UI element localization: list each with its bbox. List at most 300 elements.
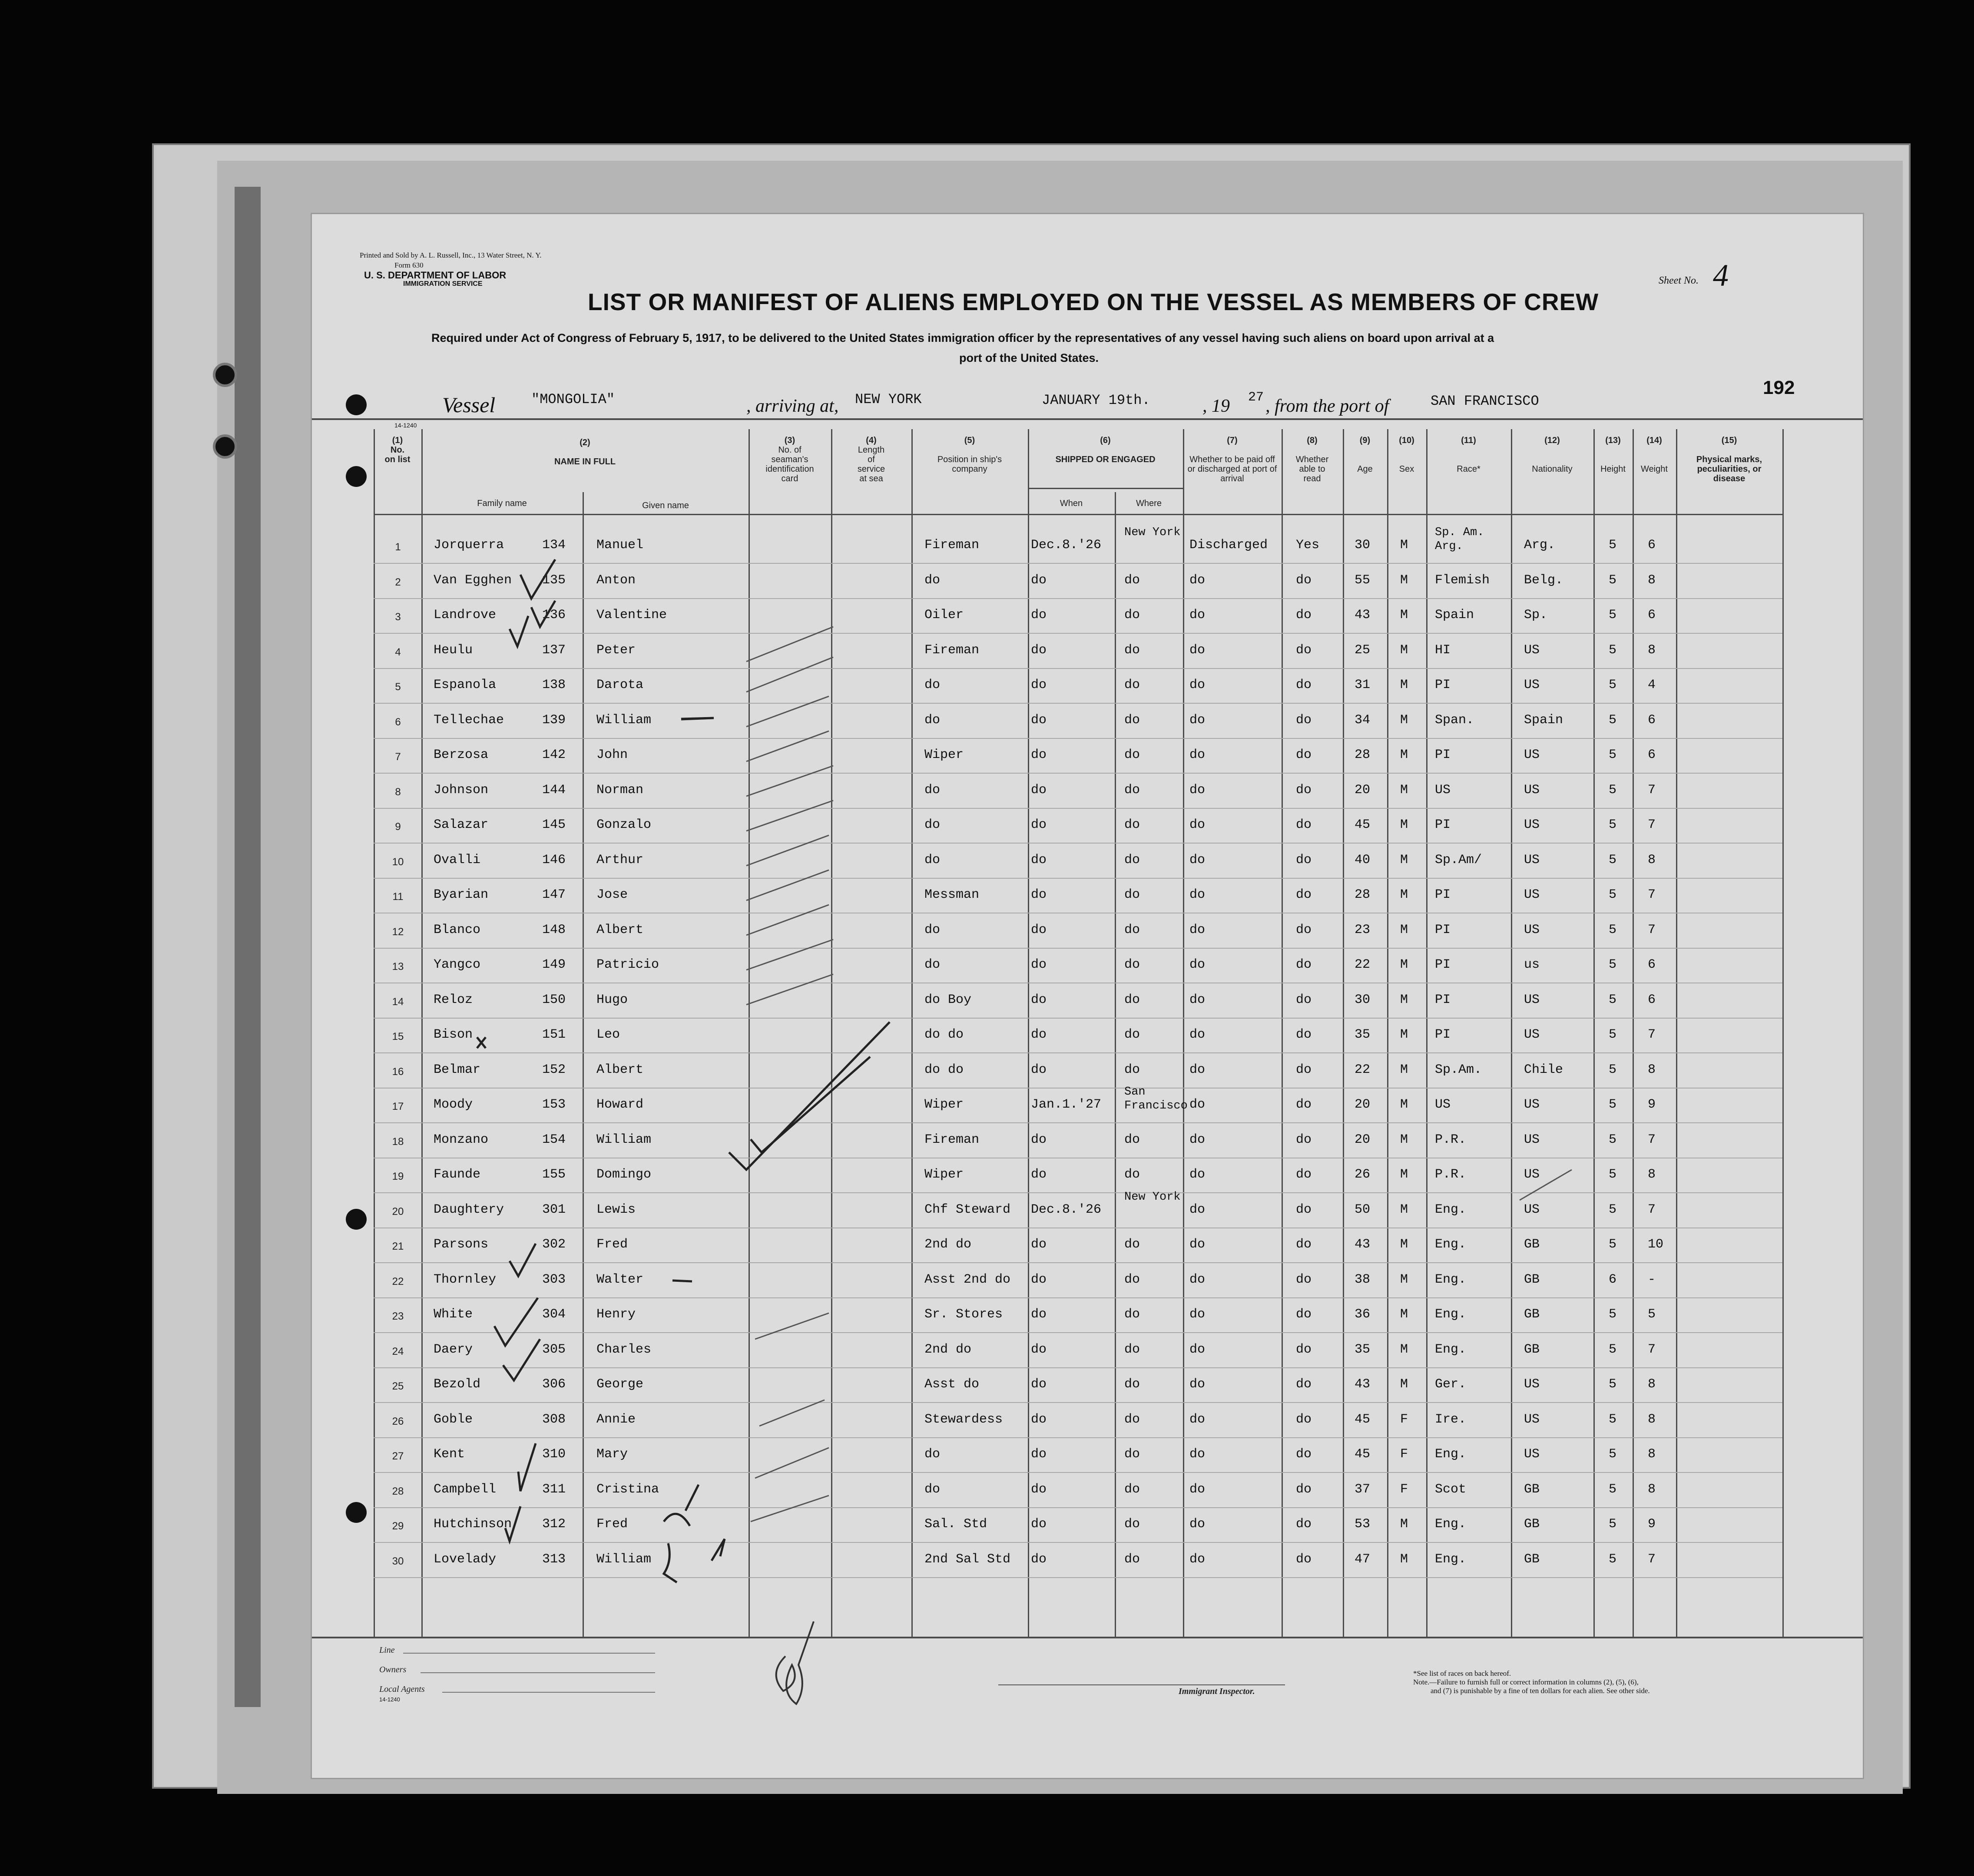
row-number: 15 xyxy=(392,1031,404,1042)
sex: F xyxy=(1400,1412,1408,1427)
family-name: White xyxy=(434,1307,473,1322)
nationality: US xyxy=(1524,782,1540,797)
position: do xyxy=(924,572,941,588)
nationality: US xyxy=(1524,992,1540,1007)
given-name: William xyxy=(596,1132,652,1147)
given-name: William xyxy=(596,712,652,728)
shipped-where: do xyxy=(1124,1027,1140,1042)
shipped-when: do xyxy=(1031,1132,1047,1147)
col3-header: No. of seaman's identification card xyxy=(765,445,814,483)
paid-off: do xyxy=(1189,1202,1206,1217)
able-to-read: do xyxy=(1296,1307,1312,1322)
list-id: 142 xyxy=(542,748,566,762)
height: 5 xyxy=(1609,1482,1617,1497)
col8-header: Whether able to read xyxy=(1295,455,1329,483)
given-name: Cristina xyxy=(596,1482,659,1497)
able-to-read: do xyxy=(1296,992,1312,1007)
height: 5 xyxy=(1609,678,1617,692)
sex: M xyxy=(1400,887,1408,902)
able-to-read: do xyxy=(1296,782,1312,797)
height: 5 xyxy=(1609,1167,1617,1182)
position: do xyxy=(924,712,941,728)
age: 37 xyxy=(1355,1482,1371,1497)
position: do xyxy=(924,922,941,937)
nationality: GB xyxy=(1524,1552,1540,1567)
check-mark-icon xyxy=(477,559,890,1582)
family-name: Moody xyxy=(434,1097,473,1112)
row-number: 18 xyxy=(392,1135,404,1148)
paid-off: do xyxy=(1189,712,1206,728)
shipped-where: do xyxy=(1124,1167,1140,1182)
position: do xyxy=(924,1447,941,1462)
row-number: 11 xyxy=(392,891,404,903)
weight: 5 xyxy=(1648,1307,1656,1322)
col12-num: (12) xyxy=(1544,436,1560,445)
given-name: Albert xyxy=(596,1062,644,1077)
position: Stewardess xyxy=(924,1412,1003,1427)
paid-off: do xyxy=(1189,1517,1206,1532)
height: 5 xyxy=(1609,957,1617,972)
shipped-when: do xyxy=(1031,1272,1047,1287)
able-to-read: do xyxy=(1296,712,1312,728)
sheet-edge xyxy=(235,187,261,1707)
age: 28 xyxy=(1355,748,1371,762)
shipped-where: do xyxy=(1124,887,1140,902)
race: Eng. xyxy=(1435,1552,1467,1567)
row-number: 28 xyxy=(392,1485,404,1497)
nationality: US xyxy=(1524,1377,1540,1392)
sheet-label: Sheet No. xyxy=(1659,275,1699,286)
list-id: 137 xyxy=(542,642,566,658)
shipped-when: do xyxy=(1031,642,1047,658)
row-number: 12 xyxy=(392,926,404,938)
weight: - xyxy=(1648,1272,1656,1287)
able-to-read: do xyxy=(1296,1202,1312,1217)
race: Sp.Am. xyxy=(1435,1062,1482,1077)
col15-num: (15) xyxy=(1721,436,1737,445)
able-to-read: do xyxy=(1296,678,1312,692)
race: Eng. xyxy=(1435,1517,1467,1532)
weight: 7 xyxy=(1648,817,1656,832)
family-name: Hutchinson xyxy=(434,1517,512,1532)
list-id: 135 xyxy=(542,572,566,588)
list-id: 154 xyxy=(542,1132,566,1147)
able-to-read: do xyxy=(1296,957,1312,972)
col9-num: (9) xyxy=(1359,436,1371,445)
paid-off: do xyxy=(1189,1482,1206,1497)
shipped-where: do xyxy=(1124,1552,1140,1567)
col9-header: Age xyxy=(1357,464,1373,474)
shipped-where: do xyxy=(1124,1517,1140,1532)
nationality: US xyxy=(1524,852,1540,867)
form-number: Form 630 xyxy=(394,261,424,269)
row-number: 4 xyxy=(395,646,401,658)
shipped-where: do xyxy=(1124,1132,1140,1147)
row-number: 29 xyxy=(392,1520,404,1532)
sex: M xyxy=(1400,748,1408,762)
shipped-where: do xyxy=(1124,1307,1140,1322)
sex: M xyxy=(1400,642,1408,658)
family-name: Heulu xyxy=(434,642,473,658)
height: 5 xyxy=(1609,1342,1617,1357)
sex: M xyxy=(1400,712,1408,728)
row-number: 27 xyxy=(392,1450,404,1462)
sex: M xyxy=(1400,1342,1408,1357)
arrival-date: JANUARY 19th. xyxy=(1042,392,1150,408)
age: 35 xyxy=(1355,1342,1371,1357)
footer-line-rule xyxy=(403,1653,655,1654)
able-to-read: do xyxy=(1296,1097,1312,1112)
note-fine-1: Note.—Failure to furnish full or correct information in columns (2), (5), (6), xyxy=(1413,1678,1639,1686)
able-to-read: do xyxy=(1296,1237,1312,1252)
list-id: 144 xyxy=(542,782,566,797)
col15-header: Physical marks, peculiarities, or disease xyxy=(1696,455,1762,483)
shipped-when: do xyxy=(1031,1552,1047,1567)
race: PI xyxy=(1435,957,1451,972)
inspector-rule xyxy=(998,1684,1285,1685)
list-id: 134 xyxy=(542,538,566,553)
given-name: William xyxy=(596,1552,652,1567)
position: 2nd Sal Std xyxy=(924,1552,1011,1567)
family-name: Daughtery xyxy=(434,1202,504,1217)
list-id: 308 xyxy=(542,1412,566,1427)
race: Eng. xyxy=(1435,1202,1467,1217)
shipped-when: Dec.8.'26 xyxy=(1031,1202,1102,1217)
list-id: 150 xyxy=(542,992,566,1007)
race: Eng. xyxy=(1435,1447,1467,1462)
vessel-label: Vessel xyxy=(442,393,496,417)
weight: 6 xyxy=(1648,712,1656,728)
shipped-when: do xyxy=(1031,1307,1047,1322)
paid-off: do xyxy=(1189,782,1206,797)
able-to-read: do xyxy=(1296,1552,1312,1567)
shipped-where: do xyxy=(1124,1412,1140,1427)
position: Wiper xyxy=(924,748,964,762)
list-id: 148 xyxy=(542,922,566,937)
list-id: 302 xyxy=(542,1237,566,1252)
list-id: 301 xyxy=(542,1202,566,1217)
given-name: Valentine xyxy=(596,608,667,622)
race: P.R. xyxy=(1435,1167,1467,1182)
race: Eng. xyxy=(1435,1307,1467,1322)
family-name: Parsons xyxy=(434,1237,489,1252)
shipped-when: do xyxy=(1031,1377,1047,1392)
nationality: us xyxy=(1524,957,1540,972)
age: 20 xyxy=(1355,1132,1371,1147)
col10-num: (10) xyxy=(1399,436,1414,445)
nationality: US xyxy=(1524,1132,1540,1147)
height: 5 xyxy=(1609,817,1617,832)
page-number: 192 xyxy=(1763,377,1795,398)
paid-off: do xyxy=(1189,642,1206,658)
weight: 7 xyxy=(1648,1202,1656,1217)
height: 5 xyxy=(1609,748,1617,762)
height: 5 xyxy=(1609,1237,1617,1252)
list-id: 311 xyxy=(542,1482,566,1497)
weight: 8 xyxy=(1648,852,1656,867)
shipped-when: do xyxy=(1031,1412,1047,1427)
able-to-read: do xyxy=(1296,1132,1312,1147)
list-id: 151 xyxy=(542,1027,566,1042)
sex: M xyxy=(1400,1062,1408,1077)
row-number: 6 xyxy=(395,716,401,728)
dash-mark-icon xyxy=(672,718,714,1281)
age: 35 xyxy=(1355,1027,1371,1042)
row-number: 17 xyxy=(392,1101,404,1112)
family-name: Landrove xyxy=(434,608,497,622)
sex: M xyxy=(1400,678,1408,692)
shipped-when: do xyxy=(1031,782,1047,797)
height: 5 xyxy=(1609,712,1617,728)
age: 45 xyxy=(1355,1447,1371,1462)
shipped-where: do xyxy=(1124,678,1140,692)
given-name: Charles xyxy=(596,1342,652,1357)
footer-line-label: Line xyxy=(379,1645,395,1655)
able-to-read: do xyxy=(1296,572,1312,588)
list-id: 155 xyxy=(542,1167,566,1182)
shipped-where: do xyxy=(1124,712,1140,728)
position: do do xyxy=(924,1062,964,1077)
nationality: US xyxy=(1524,817,1540,832)
family-name: Berzosa xyxy=(434,748,489,762)
col7-header: Whether to be paid off or discharged at port of arrival xyxy=(1187,455,1277,483)
position: Wiper xyxy=(924,1167,964,1182)
paid-off: do xyxy=(1189,608,1206,622)
row-number: 13 xyxy=(392,961,404,973)
sex: F xyxy=(1400,1482,1408,1497)
weight: 10 xyxy=(1648,1237,1664,1252)
year-label: , 19 xyxy=(1202,396,1230,416)
race: HI xyxy=(1435,642,1451,658)
shipped-when: do xyxy=(1031,887,1047,902)
family-name: Monzano xyxy=(434,1132,489,1147)
weight: 8 xyxy=(1648,642,1656,658)
col2b-header: Given name xyxy=(642,501,689,510)
race: PI xyxy=(1435,1027,1451,1042)
given-name: Annie xyxy=(596,1412,636,1427)
family-name: Espanola xyxy=(434,678,497,692)
col8-num: (8) xyxy=(1307,436,1318,445)
row-number: 20 xyxy=(392,1205,404,1218)
paid-off: do xyxy=(1189,1447,1206,1462)
note-races: *See list of races on back hereof. xyxy=(1413,1669,1511,1677)
height: 5 xyxy=(1609,642,1617,658)
age: 30 xyxy=(1355,538,1371,553)
col6a-header: When xyxy=(1060,499,1083,508)
col2a-header: Family name xyxy=(477,499,527,508)
row-number: 3 xyxy=(395,611,401,623)
given-name: Leo xyxy=(596,1027,620,1042)
race: Eng. xyxy=(1435,1237,1467,1252)
list-id: 146 xyxy=(542,852,566,867)
row-number: 21 xyxy=(392,1241,404,1252)
year: 27 xyxy=(1248,390,1264,405)
row-number: 9 xyxy=(395,821,401,833)
binder-hole xyxy=(213,363,237,387)
shipped-where: do xyxy=(1124,782,1140,797)
list-id: 310 xyxy=(542,1447,566,1462)
height: 5 xyxy=(1609,1062,1617,1077)
nationality: GB xyxy=(1524,1272,1540,1287)
age: 43 xyxy=(1355,608,1371,622)
race: Sp.Am/ xyxy=(1435,852,1482,867)
col13-header: Height xyxy=(1600,464,1626,474)
position: Messman xyxy=(924,887,980,902)
weight: 9 xyxy=(1648,1097,1656,1112)
race: PI xyxy=(1435,992,1451,1007)
shipped-when: do xyxy=(1031,712,1047,728)
race: PI xyxy=(1435,678,1451,692)
weight: 6 xyxy=(1648,748,1656,762)
able-to-read: Yes xyxy=(1296,538,1320,553)
nationality: US xyxy=(1524,1027,1540,1042)
family-name: Belmar xyxy=(434,1062,481,1077)
shipped-when: do xyxy=(1031,1517,1047,1532)
sex: M xyxy=(1400,1132,1408,1147)
subtitle-line-1: Required under Act of Congress of February 5, 1917, to be delivered to the United States immigration officer by the representatives of any vessel having such aliens on board upon arrival at a xyxy=(431,331,1494,344)
shipped-where: do xyxy=(1124,1482,1140,1497)
nationality: GB xyxy=(1524,1307,1540,1322)
able-to-read: do xyxy=(1296,852,1312,867)
given-name: Fred xyxy=(596,1517,628,1532)
department: U. S. DEPARTMENT OF LABOR xyxy=(364,270,507,281)
family-name: Tellechae xyxy=(434,712,504,728)
nationality: US xyxy=(1524,1202,1540,1217)
shipped-where: do xyxy=(1124,957,1140,972)
shipped-where: do xyxy=(1124,572,1140,588)
position: Oiler xyxy=(924,608,964,622)
col11-num: (11) xyxy=(1461,436,1476,445)
age: 43 xyxy=(1355,1237,1371,1252)
paid-off: do xyxy=(1189,1237,1206,1252)
nationality: US xyxy=(1524,1097,1540,1112)
age: 26 xyxy=(1355,1167,1371,1182)
able-to-read: do xyxy=(1296,1272,1312,1287)
able-to-read: do xyxy=(1296,817,1312,832)
position: Sr. Stores xyxy=(924,1307,1003,1322)
able-to-read: do xyxy=(1296,1447,1312,1462)
shipped-when: do xyxy=(1031,748,1047,762)
from-label: , from the port of xyxy=(1265,396,1389,416)
shipped-when: do xyxy=(1031,992,1047,1007)
weight: 7 xyxy=(1648,922,1656,937)
handwritten-marks xyxy=(312,214,1863,1778)
race: PI xyxy=(1435,887,1451,902)
paid-off: do xyxy=(1189,957,1206,972)
note-fine-2: and (7) is punishable by a fine of ten dollars for each alien. See other side. xyxy=(1431,1687,1650,1695)
family-name: Daery xyxy=(434,1342,473,1357)
paid-off: do xyxy=(1189,748,1206,762)
paid-off: do xyxy=(1189,572,1206,588)
inspector-label: Immigrant Inspector. xyxy=(1179,1687,1255,1696)
col10-header: Sex xyxy=(1399,464,1414,474)
age: 45 xyxy=(1355,817,1371,832)
weight: 8 xyxy=(1648,1062,1656,1077)
given-name: Patricio xyxy=(596,957,659,972)
position: Asst do xyxy=(924,1377,980,1392)
race: PI xyxy=(1435,817,1451,832)
age: 30 xyxy=(1355,992,1371,1007)
race: Ire. xyxy=(1435,1412,1467,1427)
position: do xyxy=(924,678,941,692)
height: 5 xyxy=(1609,887,1617,902)
able-to-read: do xyxy=(1296,1482,1312,1497)
nationality: Sp. xyxy=(1524,608,1548,622)
height: 5 xyxy=(1609,572,1617,588)
able-to-read: do xyxy=(1296,1027,1312,1042)
list-id: 138 xyxy=(542,678,566,692)
paid-off: Discharged xyxy=(1189,538,1268,553)
row-number: 8 xyxy=(395,786,401,798)
height: 5 xyxy=(1609,608,1617,622)
row-number: 25 xyxy=(392,1380,404,1392)
given-name: Fred xyxy=(596,1237,628,1252)
nationality: GB xyxy=(1524,1517,1540,1532)
shipped-where: New York xyxy=(1124,526,1181,539)
nationality: Chile xyxy=(1524,1062,1563,1077)
family-name: Faunde xyxy=(434,1167,481,1182)
shipped-when: do xyxy=(1031,852,1047,867)
age: 22 xyxy=(1355,1062,1371,1077)
shipped-where: do xyxy=(1124,1237,1140,1252)
shipped-when: do xyxy=(1031,1342,1047,1357)
shipped-where: do xyxy=(1124,1272,1140,1287)
sex: M xyxy=(1400,1307,1408,1322)
sex: M xyxy=(1400,538,1408,553)
paid-off: do xyxy=(1189,1062,1206,1077)
shipped-when: do xyxy=(1031,678,1047,692)
family-name: Campbell xyxy=(434,1482,497,1497)
shipped-when: do xyxy=(1031,1447,1047,1462)
weight: 9 xyxy=(1648,1517,1656,1532)
able-to-read: do xyxy=(1296,922,1312,937)
paid-off: do xyxy=(1189,1307,1206,1322)
shipped-where: do xyxy=(1124,852,1140,867)
shipped-where: San Francisco xyxy=(1124,1085,1188,1112)
form-code: 14-1240 xyxy=(394,422,417,429)
age: 43 xyxy=(1355,1377,1371,1392)
footer-code: 14-1240 xyxy=(379,1696,400,1703)
printer-line: Printed and Sold by A. L. Russell, Inc., 13 Water Street, N. Y. xyxy=(360,251,542,259)
nationality: GB xyxy=(1524,1237,1540,1252)
paid-off: do xyxy=(1189,1272,1206,1287)
height: 5 xyxy=(1609,1447,1617,1462)
age: 23 xyxy=(1355,922,1371,937)
position: do Boy xyxy=(924,992,972,1007)
row-number: 26 xyxy=(392,1415,404,1427)
row-number: 23 xyxy=(392,1310,404,1322)
footer-owners-rule xyxy=(421,1672,655,1673)
weight: 7 xyxy=(1648,1132,1656,1147)
nationality: US xyxy=(1524,1447,1540,1462)
row-number: 2 xyxy=(395,576,401,588)
given-name: Peter xyxy=(596,642,636,658)
height: 5 xyxy=(1609,1202,1617,1217)
col4-header: Length of service at sea xyxy=(857,445,885,483)
family-name: Kent xyxy=(434,1447,465,1462)
race: PI xyxy=(1435,748,1451,762)
age: 50 xyxy=(1355,1202,1371,1217)
col6b-header: Where xyxy=(1136,499,1162,508)
shipped-where: do xyxy=(1124,748,1140,762)
col2-header: NAME IN FULL xyxy=(554,457,616,467)
given-name: Manuel xyxy=(596,538,644,553)
family-name: Johnson xyxy=(434,782,489,797)
list-id: 304 xyxy=(542,1307,566,1322)
family-name: Salazar xyxy=(434,817,489,832)
paid-off: do xyxy=(1189,1132,1206,1147)
shipped-when: do xyxy=(1031,957,1047,972)
